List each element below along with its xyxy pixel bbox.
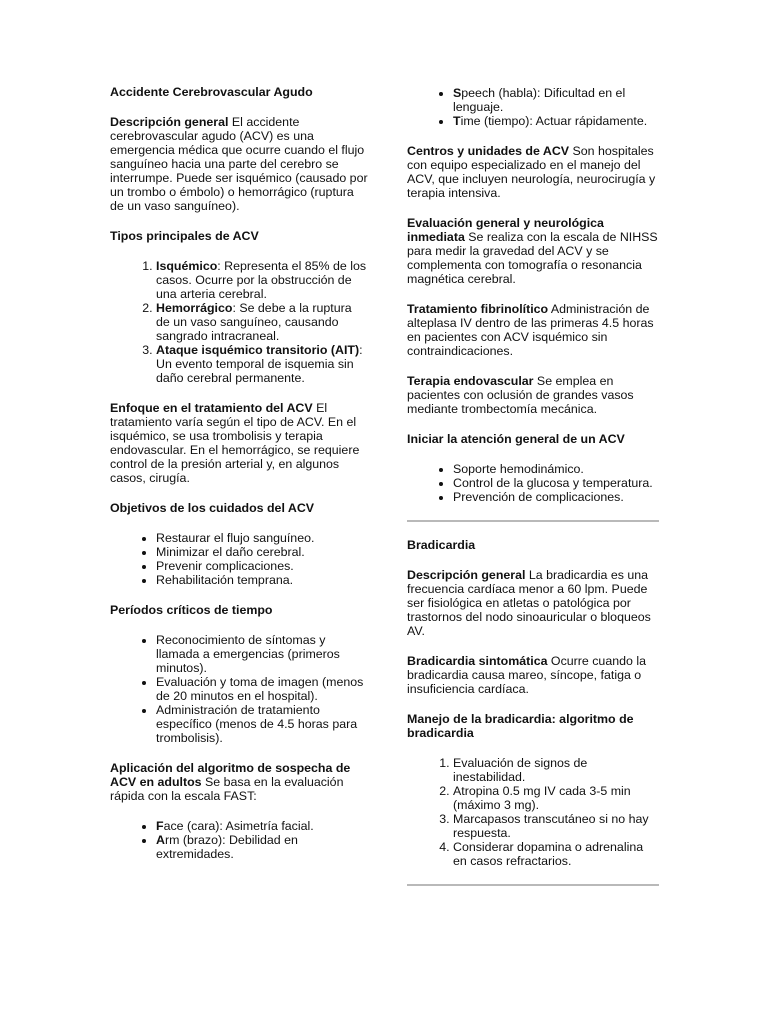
- critical-periods-heading: Períodos críticos de tiempo: [110, 603, 273, 617]
- acv-types-list: [110, 259, 368, 385]
- treatment-focus-label: Enfoque en el tratamiento del ACV: [110, 401, 313, 415]
- care-goals-list: [110, 531, 368, 587]
- list-item: [156, 259, 368, 301]
- acv-types-heading: Tipos principales de ACV: [110, 229, 259, 243]
- list-item: • Reconocimiento de síntomas y llamada a emergencias (primeros minutos).: [156, 633, 368, 675]
- type-label: Hemorrágico: [156, 301, 233, 315]
- stroke-centers-label: Centros y unidades de ACV: [407, 144, 570, 158]
- list-item: • Rehabilitación temprana.: [156, 573, 368, 587]
- list-item: • Administración de tratamiento específico (menos de 4.5 horas para trombolisis).: [156, 703, 368, 745]
- symptomatic-brady-paragraph: [407, 654, 659, 696]
- list-item: • Evaluación y toma de imagen (menos de 20 minutos en el hospital).: [156, 675, 368, 703]
- endovascular-paragraph: [407, 374, 659, 416]
- fibrinolytic-text: Administración de alteplasa IV dentro de las primeras 4.5 horas en pacientes con ACV isquémico sin contraindicaciones.: [407, 302, 654, 358]
- fibrinolytic-label: Tratamiento fibrinolítico: [407, 302, 549, 316]
- evaluation-label: Evaluación general y neurológica inmediata: [407, 216, 604, 244]
- list-item: [156, 301, 368, 343]
- list-item: [156, 819, 368, 833]
- list-item: • Minimizar el daño cerebral.: [156, 545, 368, 559]
- list-item: 1. Evaluación de signos de inestabilidad.: [453, 756, 659, 784]
- algorithm-text: Se basa en la evaluación rápida con la escala FAST:: [110, 775, 344, 803]
- bradycardia-title: Bradicardia: [407, 538, 476, 552]
- acv-description-label: Descripción general: [110, 115, 229, 129]
- document-title: Accidente Cerebrovascular Agudo: [110, 85, 313, 99]
- list-item: • Restaurar el flujo sanguíneo.: [156, 531, 368, 545]
- fast-text: ace (cara): Asimetría facial.: [163, 819, 314, 833]
- left-column: [110, 85, 368, 877]
- endovascular-text: Se emplea en pacientes con oclusión de grandes vasos mediante trombectomía mecánica.: [407, 374, 634, 416]
- brady-description-text: La bradicardia es una frecuencia cardíaca menor a 60 lpm. Puede ser fisiológica en atletas o patológica por trastornos del nodo sinoauricular o bloqueos AV.: [407, 568, 651, 638]
- list-item: 3. Marcapasos transcutáneo si no hay respuesta.: [453, 812, 659, 840]
- fast-text: rm (brazo): Debilidad en extremidades.: [156, 833, 298, 861]
- list-item: • Control de la glucosa y temperatura.: [453, 476, 659, 490]
- fast-text: ime (tiempo): Actuar rápidamente.: [460, 114, 648, 128]
- brady-description-paragraph: [407, 568, 659, 638]
- endovascular-label: Terapia endovascular: [407, 374, 534, 388]
- list-item: 4. Considerar dopamina o adrenalina en casos refractarios.: [453, 840, 659, 868]
- fast-letter: A: [156, 833, 165, 847]
- list-item: • Prevención de complicaciones.: [453, 490, 659, 504]
- fast-letter: F: [156, 819, 164, 833]
- stroke-centers-paragraph: [407, 144, 659, 200]
- evaluation-paragraph: [407, 216, 659, 286]
- care-goals-heading: Objetivos de los cuidados del ACV: [110, 501, 315, 515]
- type-text: : Representa el 85% de los casos. Ocurre por la obstrucción de una arteria cerebral.: [156, 259, 367, 301]
- list-item: • Prevenir complicaciones.: [156, 559, 368, 573]
- section-divider: [407, 520, 659, 522]
- general-care-list: [407, 462, 659, 504]
- list-item: • Soporte hemodinámico.: [453, 462, 659, 476]
- acv-description-text: El accidente cerebrovascular agudo (ACV) es una emergencia médica que ocurre cuando el flujo sanguíneo hacia una parte del cerebro se interrumpe. Puede ser isquémico (causado por un trombo o émbolo) o hemorrágico (ruptura de un vaso sanguíneo).: [110, 115, 368, 213]
- fast-letter: T: [453, 114, 461, 128]
- fast-letter: S: [453, 86, 462, 100]
- fast-list-right: [407, 86, 659, 128]
- list-item: [453, 86, 659, 114]
- critical-periods-list: [110, 633, 368, 745]
- fast-text: peech (habla): Dificultad en el lenguaje.: [453, 86, 626, 114]
- treatment-focus-text: El tratamiento varía según el tipo de ACV. En el isquémico, se usa trombolisis y terapia endovascular. En el hemorrágico, se requiere control de la presión arterial y, en algunos casos, cirugía.: [110, 401, 360, 485]
- symptomatic-brady-text: Ocurre cuando la bradicardia causa mareo, síncope, fatiga o insuficiencia cardíaca.: [407, 654, 646, 696]
- general-care-heading: Iniciar la atención general de un ACV: [407, 432, 625, 446]
- brady-management-heading: Manejo de la bradicardia: algoritmo de bradicardia: [407, 712, 634, 740]
- brady-algorithm-list: [407, 756, 659, 868]
- list-item: [453, 114, 659, 128]
- right-column: [407, 86, 659, 902]
- list-item: [156, 343, 368, 385]
- fibrinolytic-paragraph: [407, 302, 659, 358]
- list-item: 2. Atropina 0.5 mg IV cada 3-5 min (máximo 3 mg).: [453, 784, 659, 812]
- brady-description-label: Descripción general: [407, 568, 526, 582]
- algorithm-paragraph: [110, 761, 368, 803]
- symptomatic-brady-label: Bradicardia sintomática: [407, 654, 548, 668]
- treatment-focus-paragraph: [110, 401, 368, 485]
- list-item: [156, 833, 368, 861]
- stroke-centers-text: Son hospitales con equipo especializado en el manejo del ACV, que incluyen neurología, neurocirugía y terapia intensiva.: [407, 144, 656, 200]
- algorithm-label: Aplicación del algoritmo de sospecha de ACV en adultos: [110, 761, 351, 789]
- type-text: : Se debe a la ruptura de un vaso sanguíneo, causando sangrado intracraneal.: [156, 301, 352, 343]
- fast-list-left: [110, 819, 368, 861]
- evaluation-text: Se realiza con la escala de NIHSS para medir la gravedad del ACV y se complementa con tomografía o resonancia magnética cerebral.: [407, 230, 658, 286]
- section-divider: [407, 884, 659, 886]
- type-text: : Un evento temporal de isquemia sin daño cerebral permanente.: [156, 343, 363, 385]
- type-label: Ataque isquémico transitorio (AIT): [156, 343, 360, 357]
- acv-description-paragraph: [110, 115, 368, 213]
- type-label: Isquémico: [156, 259, 218, 273]
